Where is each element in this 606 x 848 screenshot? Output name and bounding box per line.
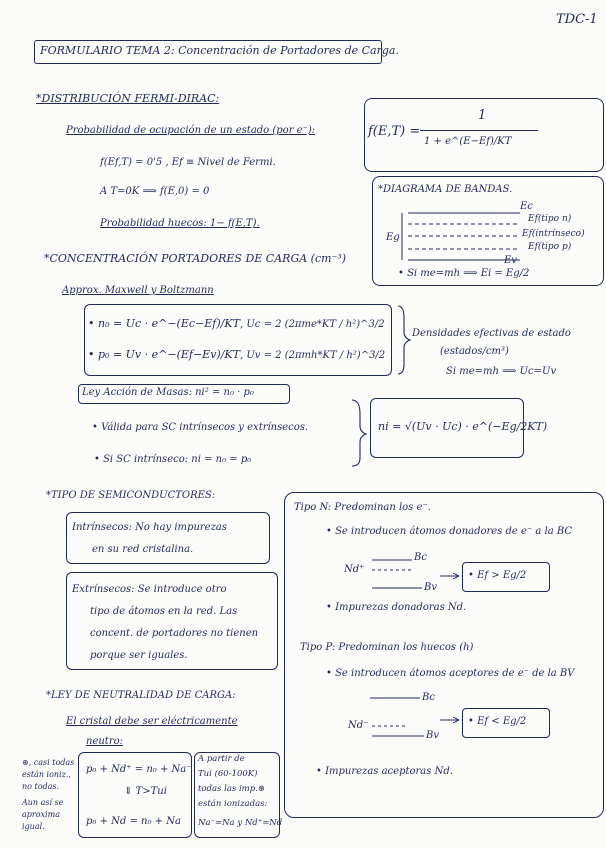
page-tag: TDC-1: [556, 12, 598, 27]
p-bv: Bv: [426, 730, 439, 741]
fermi-bullet-3: Probabilidad huecos: 1− f(E,T).: [100, 218, 260, 229]
p-bc: Bc: [422, 692, 435, 703]
masas-bullet-1: • Válida para SC intrínsecos y extrínsecos.: [92, 422, 309, 433]
neutral-side-6: igual.: [22, 822, 45, 831]
p-nd: Nd⁻: [348, 720, 369, 731]
fermi-formula-den: 1 + e^(E−Ef)/KT: [424, 136, 512, 147]
intr-line-2: en su red cristalina.: [92, 544, 194, 555]
conc-dens-3: Si me=mh ⟹ Uc=Uv: [446, 366, 557, 377]
neutral-side-4: Aun así se: [22, 798, 64, 807]
band-ef-n: Ef(tipo n): [528, 214, 572, 224]
conc-heading: *CONCENTRACIÓN PORTADORES DE CARGA (cm⁻³): [44, 252, 347, 265]
conc-dens-2: (estados/cm³): [440, 346, 509, 357]
neutral-note-5: Na⁻≃Na y Nd⁺≃Nd: [198, 818, 283, 828]
extr-line-4: porque ser iguales.: [90, 650, 188, 661]
band-ef-i: Ef(intrínseco): [522, 229, 585, 239]
band-heading: *DIAGRAMA DE BANDAS.: [378, 184, 513, 195]
n-bv: Bv: [424, 582, 437, 593]
band-ec: Ec: [520, 201, 533, 212]
fermi-formula-num: 1: [478, 108, 487, 123]
fermi-formula-lhs: f(E,T) =: [368, 124, 421, 139]
neutral-note-3: todas las imp.⊛: [198, 784, 265, 794]
page-title: FORMULARIO TEMA 2: Concentración de Portadores de Carga.: [40, 44, 399, 57]
n-result: • Ef > Eg/2: [468, 570, 527, 581]
band-eg: Eg: [386, 232, 400, 243]
intr-line-1: Intrínsecos: No hay impurezas: [72, 522, 227, 533]
tipos-heading: *TIPO DE SEMICONDUCTORES:: [46, 490, 216, 501]
neutral-eq-2: p₀ + Nd = n₀ + Na: [86, 816, 181, 827]
neutral-side-5: aproxima: [22, 810, 60, 819]
neutral-note-4: están ionizadas:: [198, 799, 268, 809]
extr-line-2: tipo de átomos en la red. Las: [90, 606, 238, 617]
ni-formula: ni = √(Uv · Uc) · e^(−Eg/2KT): [378, 420, 548, 433]
extr-line-1: Extrínsecos: Se introduce otro: [72, 584, 227, 595]
fermi-bullet-1: f(Ef,T) = 0'5 , Ef ≡ Nivel de Fermi.: [100, 157, 276, 168]
p-bullet-2: • Impurezas aceptoras Nd.: [316, 766, 453, 777]
band-ev: Ev: [504, 255, 517, 266]
fermi-heading: *DISTRIBUCIÓN FERMI-DIRAC:: [36, 92, 220, 105]
n-bc: Bc: [414, 552, 427, 563]
conc-approx: Approx. Maxwell y Boltzmann: [62, 285, 214, 296]
n-bullet-2: • Impurezas donadoras Nd.: [326, 602, 467, 613]
neutral-arrow: ⇓ T>Tui: [124, 786, 167, 797]
conc-p0: • p₀ = Uv · e^−(Ef−Ev)/KT: [88, 348, 240, 361]
band-ef-p: Ef(tipo p): [528, 242, 572, 252]
neutral-sub-1: El cristal debe ser eléctricamente: [66, 716, 238, 727]
neutral-eq-1: p₀ + Nd⁺ = n₀ + Na⁻: [86, 764, 192, 775]
fermi-prob-label: Probabilidad de ocupación de un estado (por e⁻):: [66, 125, 316, 136]
neutral-side-2: están ioniz.,: [22, 770, 71, 779]
n-nd: Nd⁺: [344, 564, 365, 575]
neutral-note-1: A partir de: [198, 754, 245, 764]
n-heading: Tipo N: Predominan los e⁻.: [294, 502, 431, 513]
neutral-heading: *LEY DE NEUTRALIDAD DE CARGA:: [46, 690, 236, 701]
conc-n0: • n₀ = Uc · e^−(Ec−Ef)/KT: [88, 317, 240, 330]
band-note: • Si me=mh ⟹ Ei = Eg/2: [398, 268, 530, 279]
conc-uc: , Uc = 2 (2πme*KT / h²)^3/2: [240, 319, 385, 330]
fermi-bullet-2: A T=0K ⟹ f(E,0) = 0: [100, 186, 210, 197]
masas-law: Ley Acción de Masas: ni² = n₀ · p₀: [82, 387, 254, 398]
conc-uv: , Uv = 2 (2πmh*KT / h²)^3/2: [240, 350, 386, 361]
p-heading: Tipo P: Predominan los huecos (h): [300, 642, 474, 653]
neutral-side-3: no todas.: [22, 782, 60, 791]
neutral-note-2: Tui (60-100K): [198, 769, 258, 779]
p-result: • Ef < Eg/2: [468, 716, 527, 727]
p-bullet-1: • Se introducen átomos aceptores de e⁻ de la BV: [326, 668, 575, 679]
extr-line-3: concent. de portadores no tienen: [90, 628, 259, 639]
neutral-sub-2: neutro:: [86, 736, 123, 747]
n-bullet-1: • Se introducen átomos donadores de e⁻ a la BC: [326, 526, 573, 537]
masas-bullet-2: • Si SC intrínseco: ni = n₀ = p₀: [94, 454, 252, 465]
neutral-side-1: ⊛, casi todas: [22, 758, 75, 767]
conc-dens-1: Densidades efectivas de estado: [412, 328, 571, 339]
